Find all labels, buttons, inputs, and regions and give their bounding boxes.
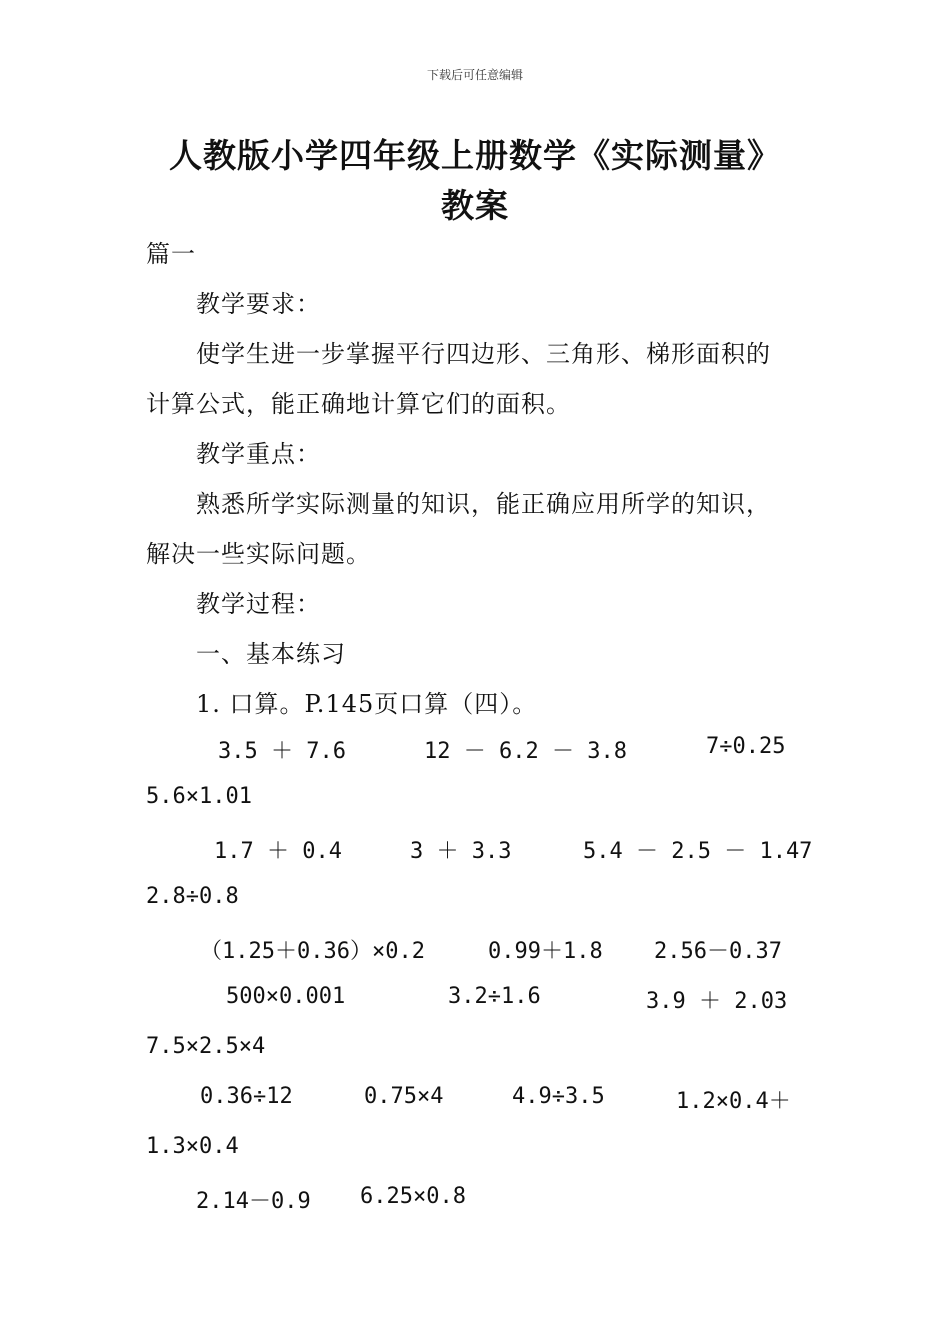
expression: 5.6×1.01 bbox=[146, 784, 252, 809]
part1-heading: 一、基本练习 bbox=[196, 640, 346, 668]
expression: 7÷0.25 bbox=[706, 734, 786, 759]
expression: 6.25×0.8 bbox=[360, 1184, 466, 1209]
expression: 0.75×4 bbox=[364, 1084, 444, 1109]
expression: 3.2÷1.6 bbox=[448, 984, 541, 1009]
section-label: 篇一 bbox=[146, 240, 196, 268]
expression: 0.36÷12 bbox=[200, 1084, 293, 1109]
expression: 1.2×0.4＋ bbox=[676, 1089, 791, 1114]
expression: 1.3×0.4 bbox=[146, 1134, 239, 1159]
expression: （1.25＋0.36）×0.2 bbox=[200, 939, 425, 964]
expression: 1.7 ＋ 0.4 bbox=[214, 839, 342, 864]
expression: 5.4 － 2.5 － 1.47 bbox=[583, 839, 813, 864]
expression: 0.99＋1.8 bbox=[488, 939, 603, 964]
expression: 2.14－0.9 bbox=[196, 1189, 311, 1214]
key-points-text-1: 熟悉所学实际测量的知识，能正确应用所学的知识， bbox=[196, 490, 771, 518]
expression: 3 ＋ 3.3 bbox=[410, 839, 512, 864]
requirements-heading: 教学要求： bbox=[196, 290, 321, 318]
header-note: 下载后可任意编辑 bbox=[426, 68, 523, 82]
exercise-item-1: 1. 口算。P.145页口算（四）。 bbox=[196, 690, 538, 718]
key-points-text-2: 解决一些实际问题。 bbox=[146, 540, 371, 568]
expression: 7.5×2.5×4 bbox=[146, 1034, 266, 1059]
expression: 4.9÷3.5 bbox=[512, 1084, 605, 1109]
requirements-text-1: 使学生进一步掌握平行四边形、三角形、梯形面积的 bbox=[196, 340, 771, 368]
expression: 2.8÷0.8 bbox=[146, 884, 239, 909]
expression: 3.5 ＋ 7.6 bbox=[218, 739, 346, 764]
expression: 2.56－0.37 bbox=[654, 939, 782, 964]
expression: 3.9 ＋ 2.03 bbox=[646, 989, 788, 1014]
document-title-line-2: 教案 bbox=[441, 186, 509, 225]
expression: 12 － 6.2 － 3.8 bbox=[424, 739, 627, 764]
requirements-text-2: 计算公式，能正确地计算它们的面积。 bbox=[146, 390, 571, 418]
expression: 500×0.001 bbox=[226, 984, 346, 1009]
process-heading: 教学过程： bbox=[196, 590, 321, 618]
document-title-line-1: 人教版小学四年级上册数学《实际测量》 bbox=[169, 136, 781, 175]
key-points-heading: 教学重点： bbox=[196, 440, 321, 468]
